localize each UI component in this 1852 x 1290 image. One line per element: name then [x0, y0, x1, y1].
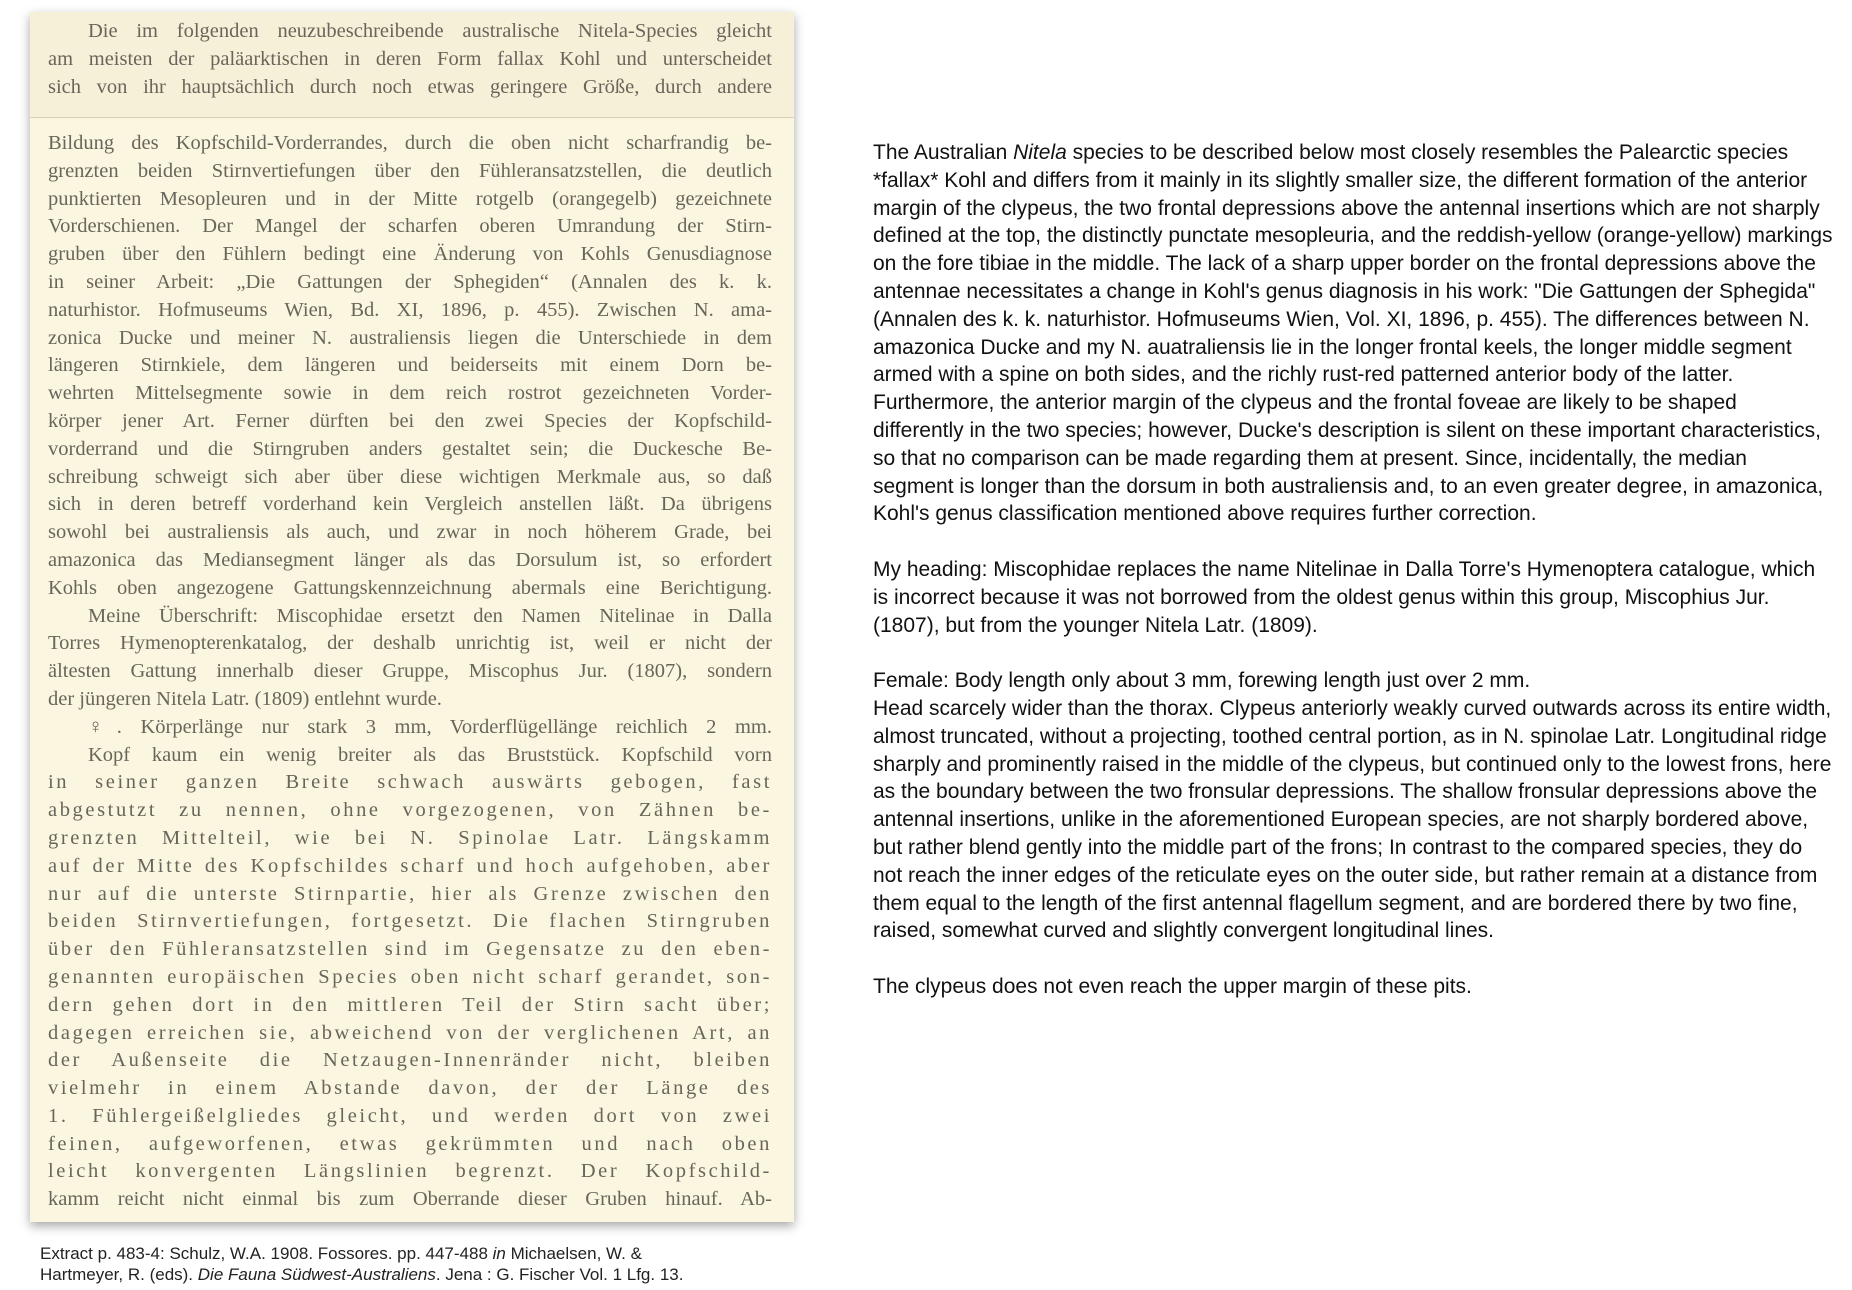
scan-line: ♀. Körperlänge nur stark 3 mm, Vorderflügellänge reichlich 2 mm. — [88, 715, 772, 738]
scan-line: sich von ihr hauptsächlich durch noch etwas geringere Größe, durch andere — [48, 75, 772, 98]
genus-name: Nitela — [1013, 141, 1067, 164]
scan-line: punktierten Mesopleuren und in der Mitte rotgelb (orangegelb) gezeichnete — [48, 187, 772, 210]
scanned-main-text — [48, 130, 772, 1214]
scan-line: feinen, aufgeworfenen, etwas gekrümmten und nach oben — [48, 1132, 772, 1155]
caption-line-1 — [40, 1243, 840, 1264]
scan-line: schreibung schweigt sich aber über diese wichtigen Merkmale aus, so daß — [48, 465, 772, 488]
caption-text: . Jena : G. Fischer Vol. 1 Lfg. 13. — [435, 1265, 684, 1284]
scan-line: auf der Mitte des Kopfschildes scharf und hoch aufgehoben, aber — [48, 854, 772, 877]
scanned-top-text — [48, 18, 772, 101]
scan-line: vielmehr in einem Abstande davon, der der Länge des — [48, 1077, 772, 1100]
scan-line: wehrten Mittelsegmente sowie in dem reich rostrot gezeichneten Vorder- — [48, 382, 772, 405]
caption-text: Michaelsen, W. & — [505, 1244, 642, 1263]
translation-text — [873, 139, 1833, 1029]
scan-line: grenzten beiden Stirnvertiefungen über den Fühleransatzstellen, die deutlich — [48, 159, 772, 182]
scan-line: grenzten Mittelteil, wie bei N. Spinolae Latr. Längskamm — [48, 826, 772, 849]
translation-paragraph-1 — [873, 139, 1833, 528]
scan-line: naturhistor. Hofmuseums Wien, Bd. XI, 1896, p. 455). Zwischen N. ama- — [48, 298, 772, 321]
translation-paragraph-2: My heading: Miscophidae replaces the name Nitelinae in Dalla Torre's Hymenoptera catalogue, which is incorrect because it was not borrowed from the oldest genus within this group, Miscophius Jur. (1807), but from the younger Nitela Latr. (1809). — [873, 557, 1816, 637]
citation-caption — [40, 1243, 840, 1285]
caption-line-2 — [40, 1264, 840, 1285]
scan-line: der jüngeren Nitela Latr. (1809) entlehnt wurde. — [48, 687, 442, 710]
scan-line: in seiner ganzen Breite schwach auswärts gebogen, fast — [48, 771, 772, 794]
scan-line: Torres Hymenopterenkatalog, der deshalb unrichtig ist, weil er nicht der — [48, 632, 772, 655]
caption-italic: in — [492, 1244, 506, 1263]
scan-line: am meisten der paläarktischen in deren Form fallax Kohl und unterscheidet — [48, 47, 772, 70]
scan-line: 1. Fühlergeißelgliedes gleicht, und werden dort von zwei — [48, 1104, 772, 1127]
translation-text-run: species to be described below most closely resembles the Palearctic species *fallax* Kohl and differs from it mainly in its slightly smaller size, the different formation of the anterior margin of the clypeus, the two frontal depressions above the antennal insertions which are not sharply defined at the top, the distinctly punctate mesopleuria, and the reddish-yellow (orange-yellow) markings on the fore tibiae in the middle. The lack of a sharp upper border on the frontal depressions above the antennae necessitates a change in Kohl's genus diagnosis in his work: "Die Gattungen der Sphegida" (Annalen des k. k. naturhistor. Hofmuseums Wien, Vol. XI, 1896, p. 455). The differences between N. amazonica Ducke and my N. auatraliensis lie in the longer frontal keels, the longer middle segment armed with a spine on both sides, and the richly rust-red patterned anterior body of the latter. Furthermore, the anterior margin of the clypeus and the frontal foveae are likely to be shaped differently in the two species; however, Ducke's description is silent on these important characteristics, so that no comparison can be made regarding them at present. Since, incidentally, the median segment is longer than the dorsum in both australiensis and, to an even greater degree, in amazonica, Kohl's genus classification mentioned above requires further correction. — [873, 141, 1833, 526]
scan-line: Die im folgenden neuzubeschreibende australische Nitela-Species gleicht — [88, 20, 772, 42]
scan-line: sowohl bei australiensis als auch, und zwar in noch höherem Grade, bei — [48, 521, 772, 544]
scan-line: sich in deren betreff vorderhand kein Vergleich anstellen läßt. Da übrigens — [48, 493, 772, 516]
scan-line: abgestutzt zu nennen, ohne vorgezogenen, von Zähnen be- — [48, 799, 772, 822]
translation-paragraph-3: Female: Body length only about 3 mm, forewing length just over 2 mm. — [873, 669, 1531, 693]
scan-line: gruben über den Fühlern bedingt eine Änderung von Kohls Genusdiagnose — [48, 243, 772, 266]
scan-line: dagegen erreichen sie, abweichend von der verglichenen Art, an — [48, 1021, 772, 1044]
scan-line: Kohls oben angezogene Gattungskennzeichnung abermals eine Berichtigung. — [48, 576, 772, 599]
scan-line: in seiner Arbeit: „Die Gattungen der Sphegiden“ (Annalen des k. k. — [48, 270, 772, 293]
translation-text-run: The Australian — [873, 141, 1014, 164]
scan-line: körper jener Art. Ferner dürften bei den zwei Species der Kopfschild- — [48, 409, 772, 432]
scan-line: dern gehen dort in den mittleren Teil der Stirn sacht über; — [48, 993, 772, 1016]
scan-line: Meine Überschrift: Miscophidae ersetzt den Namen Nitelinae in Dalla — [88, 604, 772, 627]
scan-line: genannten europäischen Species oben nicht scharf gerandet, son- — [48, 965, 772, 988]
scan-line: leicht konvergenten Längslinien begrenzt. Der Kopfschild- — [48, 1160, 772, 1183]
scan-line: Vorderschienen. Der Mangel der scharfen oberen Umrandung der Stirn- — [48, 215, 772, 238]
caption-book-title: Die Fauna Südwest-Australiens — [197, 1265, 436, 1284]
scan-line: beiden Stirnvertiefungen, fortgesetzt. Die flachen Stirngruben — [48, 910, 772, 933]
scan-line: Kopf kaum ein wenig breiter als das Bruststück. Kopfschild vorn — [88, 743, 772, 766]
scan-line: zonica Ducke und meiner N. australiensis liegen die Unterschiede in dem — [48, 326, 772, 349]
caption-text: Hartmeyer, R. (eds). — [40, 1265, 198, 1284]
scan-line: längeren Stirnkiele, dem längeren und beiderseits mit einem Dorn be- — [48, 354, 772, 377]
scan-line: nur auf die unterste Stirnpartie, hier als Grenze zwischen den — [48, 882, 772, 905]
scan-line: kamm reicht nicht einmal bis zum Oberrande dieser Gruben hinauf. Ab- — [48, 1188, 772, 1211]
scan-line: vorderrand und die Stirngruben anders gestaltet sein; die Duckesche Be- — [48, 437, 772, 460]
translation-paragraph-5: The clypeus does not even reach the upper margin of these pits. — [873, 974, 1472, 998]
scan-line: amazonica das Mediansegment länger als das Dorsulum ist, so erfordert — [48, 548, 772, 571]
caption-text: Extract p. 483-4: Schulz, W.A. 1908. Fossores. pp. 447-488 — [40, 1244, 493, 1263]
translation-paragraph-4: Head scarcely wider than the thorax. Clypeus anteriorly weakly curved outwards across its entire width, almost truncated, without a projecting, toothed central portion, as in N. spinolae Latr. Longitudinal ridge sharply and prominently raised in the middle of the clypeus, but continued only to the lowest frons, here as the boundary between the two fronsular depressions. The shallow fronsular depressions above the antennal insertions, unlike in the aforementioned European species, are not sharply bordered above, but rather blend gently into the middle part of the frons; In contrast to the compared species, they do not reach the inner edges of the reticulate eyes on the outer side, but rather remain at a distance from them equal to the length of the first antennal flagellum segment, and are bordered there by two fine, raised, somewhat curved and slightly convergent longitudinal lines. — [873, 696, 1832, 943]
scan-line: der Außenseite die Netzaugen-Innenränder nicht, bleiben — [48, 1049, 772, 1072]
scan-line: ältesten Gattung innerhalb dieser Gruppe, Miscophus Jur. (1807), sondern — [48, 660, 772, 683]
scan-line: über den Fühleransatzstellen sind im Gegensatze zu den eben- — [48, 938, 772, 961]
scan-line: Bildung des Kopfschild-Vorderrandes, durch die oben nicht scharfrandig be- — [48, 132, 772, 154]
scanned-page-top-fragment — [30, 12, 794, 118]
scanned-page-main — [30, 130, 794, 1222]
scanned-page — [30, 12, 794, 1222]
